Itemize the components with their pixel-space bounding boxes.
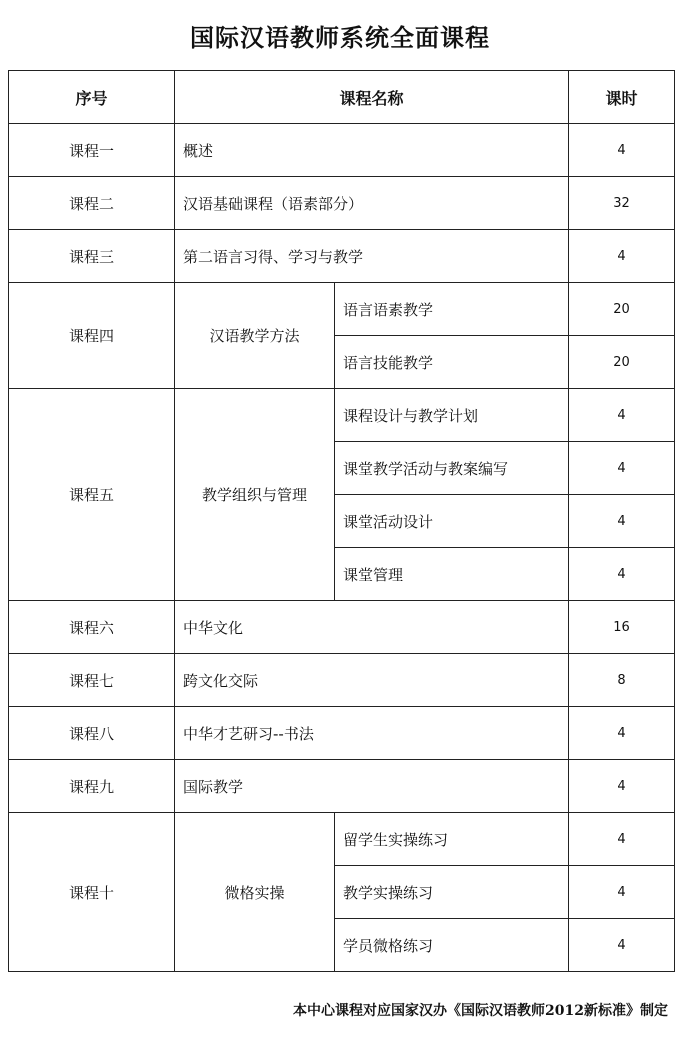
sub-course-hours: 4 [569, 813, 675, 866]
course-name: 微格实操 [175, 813, 335, 972]
course-name: 第二语言习得、学习与教学 [175, 230, 569, 283]
table-header-row [9, 71, 675, 124]
course-index: 课程九 [9, 760, 175, 813]
course-hours: 4 [569, 707, 675, 760]
course-name: 概述 [175, 124, 569, 177]
table-row [9, 601, 675, 654]
course-index: 课程二 [9, 177, 175, 230]
course-index: 课程八 [9, 707, 175, 760]
course-name: 汉语基础课程（语素部分） [175, 177, 569, 230]
sub-course-hours: 4 [569, 866, 675, 919]
table-row [9, 389, 675, 442]
table-row [9, 813, 675, 866]
sub-course-name: 课堂管理 [335, 548, 569, 601]
table-row [9, 707, 675, 760]
sub-course-name: 学员微格练习 [335, 919, 569, 972]
course-index: 课程三 [9, 230, 175, 283]
table-row [9, 124, 675, 177]
course-name: 国际教学 [175, 760, 569, 813]
sub-course-name: 留学生实操练习 [335, 813, 569, 866]
course-hours: 4 [569, 230, 675, 283]
course-index: 课程十 [9, 813, 175, 972]
course-name: 中华才艺研习--书法 [175, 707, 569, 760]
sub-course-name: 语言技能教学 [335, 336, 569, 389]
table-row [9, 177, 675, 230]
course-hours: 32 [569, 177, 675, 230]
sub-course-hours: 4 [569, 919, 675, 972]
course-name: 教学组织与管理 [175, 389, 335, 601]
course-name: 跨文化交际 [175, 654, 569, 707]
course-hours: 16 [569, 601, 675, 654]
sub-course-name: 语言语素教学 [335, 283, 569, 336]
course-index: 课程七 [9, 654, 175, 707]
page-title: 国际汉语教师系统全面课程 [190, 24, 490, 52]
header-course-name: 课程名称 [175, 71, 569, 124]
sub-course-hours: 20 [569, 336, 675, 389]
sub-course-hours: 4 [569, 389, 675, 442]
sub-course-hours: 20 [569, 283, 675, 336]
table-row [9, 230, 675, 283]
course-hours: 8 [569, 654, 675, 707]
sub-course-name: 教学实操练习 [335, 866, 569, 919]
sub-course-name: 课堂教学活动与教案编写 [335, 442, 569, 495]
sub-course-hours: 4 [569, 442, 675, 495]
curriculum-table [8, 70, 675, 972]
course-hours: 4 [569, 124, 675, 177]
table-row [9, 283, 675, 336]
table-row [9, 760, 675, 813]
course-name: 中华文化 [175, 601, 569, 654]
course-hours: 4 [569, 760, 675, 813]
sub-course-hours: 4 [569, 548, 675, 601]
header-index: 序号 [9, 71, 175, 124]
header-hours: 课时 [569, 71, 675, 124]
course-index: 课程四 [9, 283, 175, 389]
course-index: 课程六 [9, 601, 175, 654]
sub-course-hours: 4 [569, 495, 675, 548]
sub-course-name: 课程设计与教学计划 [335, 389, 569, 442]
course-index: 课程一 [9, 124, 175, 177]
footer-note: 本中心课程对应国家汉办《国际汉语教师2012新标准》制定 [293, 1003, 668, 1019]
course-index: 课程五 [9, 389, 175, 601]
table-row [9, 654, 675, 707]
sub-course-name: 课堂活动设计 [335, 495, 569, 548]
course-name: 汉语教学方法 [175, 283, 335, 389]
